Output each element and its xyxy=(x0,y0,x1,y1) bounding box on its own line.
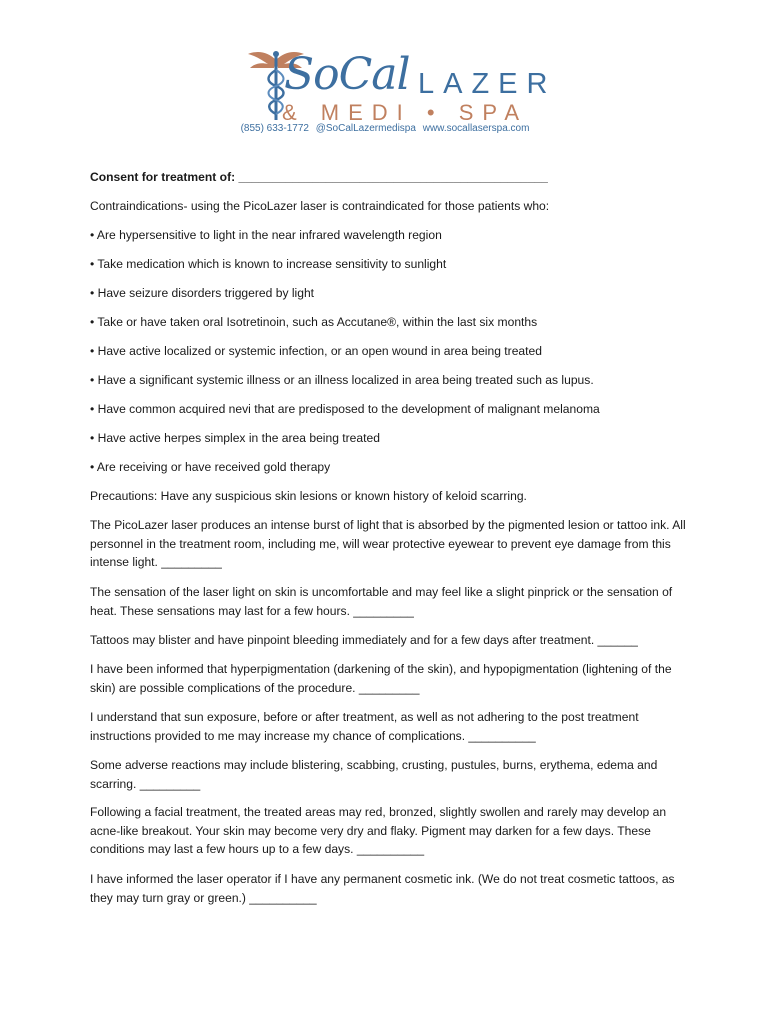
paragraph-facial-treatment: Following a facial treatment, the treated areas may red, bronzed, slightly swollen and rarely may develop an acne-like breakout. Your skin may become very dry and flaky. Pigment may darken for a few days. These conditions may last a few hours up to a few days. __________ xyxy=(90,805,667,856)
brand-tagline: & MEDI • SPA xyxy=(282,100,529,125)
contraindication-item: • Are hypersensitive to light in the near infrared wavelength region xyxy=(90,228,442,242)
social-handle: @SoCalLazermedispa xyxy=(315,123,416,134)
contact-line xyxy=(0,122,770,136)
paragraph-sensation: The sensation of the laser light on skin is uncomfortable and may feel like a slight pinprick or the sensation of heat. These sensations may last for a few hours. _________ xyxy=(90,585,673,618)
paragraph-tattoo-blister: Tattoos may blister and have pinpoint bleeding immediately and for a few days after treatment. ______ xyxy=(90,633,638,647)
contraindications-intro: Contraindications- using the PicoLazer laser is contraindicated for those patients who: xyxy=(90,199,550,213)
paragraph-cosmetic-ink: I have informed the laser operator if I have any permanent cosmetic ink. (We do not treat cosmetic tattoos, as they may turn gray or green.) __________ xyxy=(90,872,675,905)
contraindication-item: • Have active localized or systemic infection, or an open wound in area being treated xyxy=(90,344,542,358)
socal-lazer-logo xyxy=(246,46,557,126)
paragraph-pigmentation: I have been informed that hyperpigmentation (darkening of the skin), and hypopigmentation (lightening of the skin) are possible complications of the procedure. _________ xyxy=(90,662,672,695)
paragraph-eye-protection: The PicoLazer laser produces an intense burst of light that is absorbed by the pigmented lesion or tattoo ink. All personnel in the treatment room, including me, will wear protective eyewear to prevent eye damage from this intense light. _________ xyxy=(90,518,686,569)
contraindication-item: • Are receiving or have received gold therapy xyxy=(90,460,331,474)
contraindication-item: • Take medication which is known to increase sensitivity to sunlight xyxy=(90,257,447,271)
contraindication-item: • Have common acquired nevi that are predisposed to the development of malignant melanoma xyxy=(90,402,600,416)
contraindication-item: • Have a significant systemic illness or an illness localized in area being treated such as lupus. xyxy=(90,373,594,387)
paragraph-adverse-reactions: Some adverse reactions may include blistering, scabbing, crusting, pustules, burns, erythema, edema and scarring. _________ xyxy=(90,758,658,791)
consent-title: Consent for treatment of: ______________________________________________ xyxy=(90,170,548,184)
brand-name-lazer: LAZER xyxy=(418,68,557,100)
contraindication-item: • Take or have taken oral Isotretinoin, such as Accutane®, within the last six months xyxy=(90,315,538,329)
contraindication-item: • Have seizure disorders triggered by light xyxy=(90,286,315,300)
phone-number: (855) 633-1772 xyxy=(240,123,309,134)
precautions: Precautions: Have any suspicious skin lesions or known history of keloid scarring. xyxy=(90,489,527,503)
contraindication-item: • Have active herpes simplex in the area being treated xyxy=(90,431,380,445)
website-url: www.socallaserspa.com xyxy=(422,123,530,134)
brand-name-script: SoCal xyxy=(284,49,410,100)
paragraph-sun-exposure: I understand that sun exposure, before or after treatment, as well as not adhering to the post treatment instructions provided to me may increase my chance of complications. __________ xyxy=(90,710,639,743)
